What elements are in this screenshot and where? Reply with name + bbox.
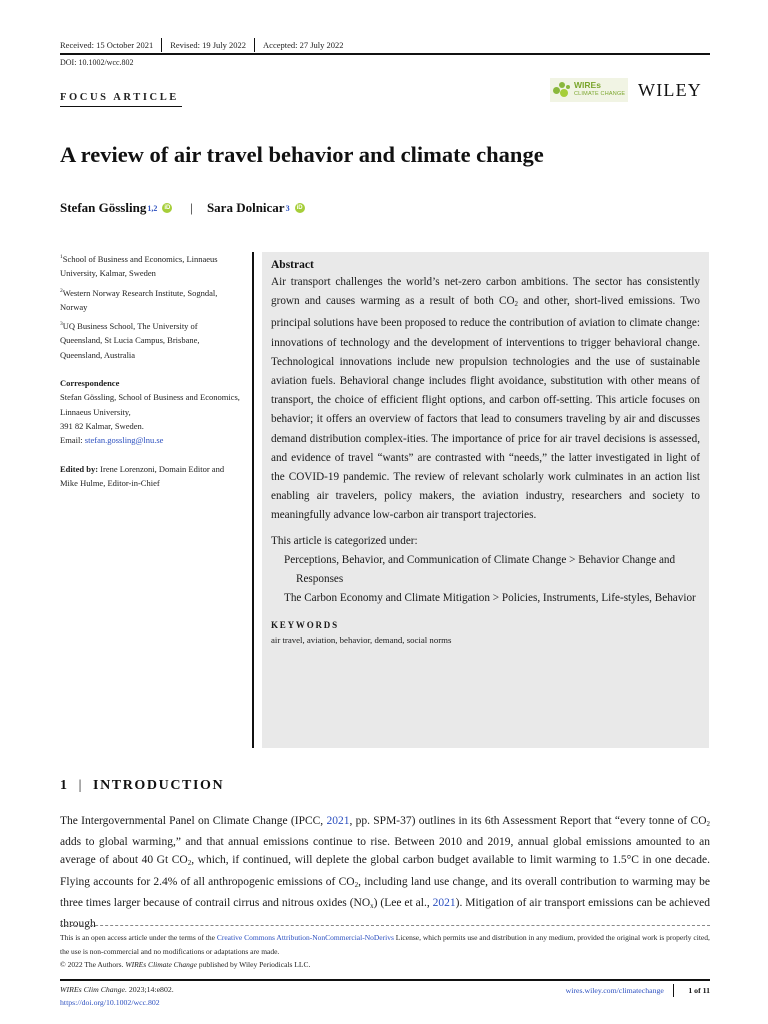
abstract-panel xyxy=(262,252,709,748)
citation-link[interactable]: 2021 xyxy=(432,896,456,909)
correspondence-email-link[interactable]: stefan.gossling@lnu.se xyxy=(84,435,164,446)
accepted-date: Accepted: 27 July 2022 xyxy=(263,39,344,50)
article-type: FOCUS ARTICLE xyxy=(60,92,179,103)
wiley-logo: WILEY xyxy=(638,80,702,100)
wires-logo xyxy=(550,78,628,102)
header-rule xyxy=(60,53,710,55)
journal-site-link[interactable]: wires.wiley.com/climatechange xyxy=(565,986,664,995)
doi: DOI: 10.1002/wcc.802 xyxy=(60,58,134,67)
abstract-divider xyxy=(252,252,254,748)
author-affiliation-mark[interactable]: 3 xyxy=(285,203,290,213)
affiliation: $^2$Western Norway Research Institute, Sogndal, Norway xyxy=(60,287,218,312)
category-item[interactable]: Perceptions, Behavior, and Communication of Climate Change > Behavior Change and Responses xyxy=(284,553,676,585)
author-affiliation-mark[interactable]: 1,2 xyxy=(147,203,158,213)
license-link[interactable]: Creative Commons Attribution-NonCommercial-NoDerivs xyxy=(216,933,394,942)
revised-date: Revised: 19 July 2022 xyxy=(170,39,247,50)
introduction-paragraph: The Intergovernmental Panel on Climate Change (IPCC, 2021, pp. SPM-37) outlines in its 6th Assessment Report that “every tonne of $CO_2$ adds to global warming,” and that annual emissions continue to rise. Between 2010 and 2019, annual global emissions amounted to an average of about 40 Gt $CO_2$, which, if continued, will deplete the global carbon budget available to limit warming to 1.5°C in one decade. Flying accounts for 2.4% of all anthropogenic emissions of $CO_2$, including land use change, and its overall contribution to warming may be three times larger because of contrail cirrus and nitrous oxides $(NO_x)$ (Lee et al., 2021). Mitigation of air transport emissions can be achieved through xyxy=(60,815,711,931)
author-separator: | xyxy=(190,200,193,215)
footer-divider xyxy=(673,984,675,997)
correspondence-heading: Correspondence xyxy=(60,378,120,389)
categories-heading: This article is categorized under: xyxy=(271,534,418,547)
author-name[interactable]: Stefan Gössling xyxy=(60,200,147,215)
abstract-text: Air transport challenges the world’s net-zero carbon ambitions. The sector has consistently grown and causes warming as a result of both $CO_2$ and other, short-lived emissions. Two principal solutions have been proposed to reduce the contribution of aviation to climate change: innovations of technology and the development of interventions to trigger behavioral change. Technological innovations include new propulsion technologies and the use of sustainable aviation fuels. Behavioral change includes flight avoidance, substitution with other means of transport, the choice of efficient flight options, and carbon off-setting. This article focuses on behavior; it offers an overview of factors that lead to consumers traveling by air and discusses demand distribution complex-ities. The importance of price for air travel decisions is assessed, and evidence of travel “wants” are contrasted with “needs,” the latter investigated in light of the COVID-19 pandemic. The review of relevant scholarly work culminates in an action list enabling air travelers, policy makers, the aviation industry, researchers and society to meaningfully advance low-carbon air transport trajectories. xyxy=(271,276,700,522)
correspondence-address: Stefan Gössling, School of Business and Economics, Linnaeus University, 391 82 Kalmar, Sweden. Email: stefan.gossling@lnu.se xyxy=(60,392,240,446)
article-title: A review of air travel behavior and climate change xyxy=(60,142,544,167)
edited-by: Edited by: Irene Lorenzoni, Domain Editor and Mike Hulme, Editor-in-Chief xyxy=(60,463,225,488)
footer-doi-link[interactable]: https://doi.org/10.1002/wcc.802 xyxy=(60,997,160,1007)
footnote-rule xyxy=(60,925,710,926)
orcid-icon[interactable]: iD xyxy=(164,205,171,211)
page-number: 1 of 11 xyxy=(688,986,710,995)
category-item[interactable]: The Carbon Economy and Climate Mitigation > Policies, Instruments, Life-styles, Behavior xyxy=(284,592,696,605)
wires-logo-name: WIREs xyxy=(574,80,601,90)
keywords-heading: KEYWORDS xyxy=(271,620,339,631)
section-heading-introduction: 1 | INTRODUCTION xyxy=(60,778,225,793)
footer-citation: WIREs Clim Change. 2023;14:e802. https://doi.org/10.1002/wcc.802 xyxy=(60,985,174,1007)
orcid-icon[interactable]: iD xyxy=(296,205,303,211)
author-name[interactable]: Sara Dolnicar xyxy=(206,200,285,215)
article-dates xyxy=(60,38,352,52)
article-type-underline xyxy=(60,106,182,107)
footer-right xyxy=(520,984,710,997)
keywords-list: air travel, aviation, behavior, demand, social norms xyxy=(271,635,452,646)
author-list xyxy=(60,200,309,216)
footer-rule xyxy=(60,979,710,981)
received-date: Received: 15 October 2021 xyxy=(60,39,154,50)
license-notice: This is an open access article under the terms of the Creative Commons Attribution-NonCommercial-NoDerivs License, which permits use and distribution in any medium, provided the original work is properly cited, the use is non-commercial and no modifications or adaptations are made. © 2022 The Authors. WIREs Climate Change published by Wiley Periodicals LLC. xyxy=(60,933,710,969)
abstract-heading: Abstract xyxy=(271,259,314,271)
affiliation: $^3$UQ Business School, The University of Queensland, St Lucia Campus, Brisbane, Queensland, Australia xyxy=(60,321,200,360)
affiliation: $^1$School of Business and Economics, Linnaeus University, Kalmar, Sweden xyxy=(60,254,218,279)
affiliation-column xyxy=(60,250,240,490)
wires-logo-subtitle: CLIMATE CHANGE xyxy=(574,91,626,97)
citation-link[interactable]: 2021 xyxy=(326,815,350,827)
wires-dots-icon xyxy=(553,82,571,98)
